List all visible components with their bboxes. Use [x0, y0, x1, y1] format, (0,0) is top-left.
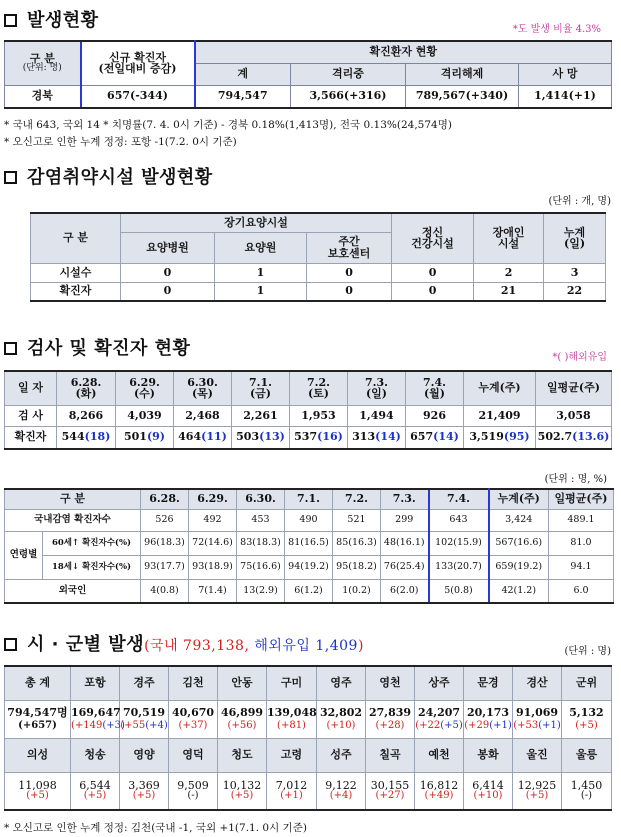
table-cell: 5(0.8)	[429, 579, 489, 603]
table-cell: 544(18)	[57, 426, 116, 449]
table-cell: 6(1.2)	[285, 579, 333, 603]
date-col: 6.28. (화)	[57, 371, 116, 405]
table-cell: 72(14.6)	[189, 531, 237, 555]
district-header: 청송	[71, 738, 120, 772]
district-header: 영양	[120, 738, 169, 772]
table-cell: 0	[121, 282, 215, 301]
nursing-header: 요양원	[215, 232, 307, 263]
isolating-value: 3,566(+316)	[291, 85, 406, 108]
region-ratio-note: *도 발생 비율 4.3%	[512, 24, 601, 35]
table-cell: 133(20.7)	[429, 555, 489, 579]
table-cell: 8,266	[57, 405, 116, 426]
table-cell: 453	[237, 509, 285, 531]
district-header: 김천	[169, 666, 218, 700]
date-col: 6.29.	[189, 489, 237, 509]
table-cell: 3,519(95)	[464, 426, 536, 449]
facilities-gubun-header: 구 분	[31, 213, 121, 263]
facility-confirmed-label: 확진자	[31, 282, 121, 301]
section-title-tests	[4, 334, 190, 360]
table-cell: 1,953	[290, 405, 348, 426]
new-cases-value: 657(-344)	[81, 85, 195, 108]
table-cell: 85(16.3)	[333, 531, 381, 555]
domestic-label: 국내감염 확진자수	[5, 509, 141, 531]
section-title-text: 감염취약시설 발생현황	[27, 167, 213, 188]
checkbox-square-icon	[4, 638, 17, 651]
hospital-header: 요양병원	[121, 232, 215, 263]
table-cell: 1	[215, 263, 307, 282]
table-cell: 567(16.6)	[489, 531, 549, 555]
district-header: 봉화	[464, 738, 513, 772]
table-cell: 299	[381, 509, 429, 531]
date-col: 6.30.	[237, 489, 285, 509]
table-cell: 501(9)	[116, 426, 174, 449]
district-cell: 30,155 (+27)	[366, 772, 415, 810]
longterm-care-header: 장기요양시설	[121, 213, 392, 232]
date-col: 6.29. (수)	[116, 371, 174, 405]
table-cell: 1(0.2)	[333, 579, 381, 603]
table-cell: 21,409	[464, 405, 536, 426]
table-cell: 0	[307, 263, 392, 282]
table-cell: 0	[307, 282, 392, 301]
table-cell: 6(2.0)	[381, 579, 429, 603]
cumulative-week-header: 누계(주)	[489, 489, 549, 509]
table-cell: 22	[544, 282, 606, 301]
table-cell: 21	[474, 282, 544, 301]
table-cell: 3	[544, 263, 606, 282]
table-cell: 2,468	[174, 405, 232, 426]
age-group-label: 연령별	[5, 531, 43, 579]
death-header: 사 망	[519, 63, 612, 85]
table-cell: 94(19.2)	[285, 555, 333, 579]
table-cell: 526	[141, 509, 189, 531]
total-cell: 794,547명 (+657)	[5, 700, 71, 738]
test-label: 검 사	[5, 405, 57, 426]
district-header: 예천	[415, 738, 464, 772]
checkbox-square-icon	[4, 342, 17, 355]
table-cell: 3,424	[489, 509, 549, 531]
district-cell: 9,509 (-)	[169, 772, 218, 810]
district-cell: 169,647 (+149(+3)	[71, 700, 120, 738]
date-col: 6.28.	[141, 489, 189, 509]
table-cell: 2,261	[232, 405, 290, 426]
district-cell: 10,132 (+5)	[218, 772, 267, 810]
facilities-unit: (단위 : 개, 명)	[548, 196, 611, 207]
table-cell: 93(17.7)	[141, 555, 189, 579]
released-value: 789,567(+340)	[406, 85, 519, 108]
section-title-text: 검사 및 확진자 현황	[27, 338, 191, 359]
table-cell: 81(16.5)	[285, 531, 333, 555]
district-header: 문경	[464, 666, 513, 700]
table-cell: 76(25.4)	[381, 555, 429, 579]
total-header: 계	[195, 63, 291, 85]
date-col: 7.3. (일)	[348, 371, 406, 405]
table-cell: 502.7(13.6)	[536, 426, 612, 449]
disabled-header: 장애인 시설	[474, 213, 544, 263]
table-cell: 102(15.9)	[429, 531, 489, 555]
district-cell: 1,450 (-)	[562, 772, 612, 810]
table-cell: 96(18.3)	[141, 531, 189, 555]
status-table	[4, 40, 612, 109]
table-cell: 0	[121, 263, 215, 282]
district-header: 안동	[218, 666, 267, 700]
district-header: 경산	[513, 666, 562, 700]
table-cell: 489.1	[549, 509, 614, 531]
table-cell: 4(0.8)	[141, 579, 189, 603]
district-header: 영천	[366, 666, 415, 700]
detail-gubun-header: 구 분	[5, 489, 141, 509]
table-cell: 503(13)	[232, 426, 290, 449]
table-cell: 75(16.6)	[237, 555, 285, 579]
table-cell: 7(1.4)	[189, 579, 237, 603]
region-label: 경북	[5, 85, 81, 108]
table-cell: 657(14)	[406, 426, 464, 449]
table-cell: 83(18.3)	[237, 531, 285, 555]
foreigner-label: 외국인	[5, 579, 141, 603]
district-cell: 6,414 (+10)	[464, 772, 513, 810]
facilities-table	[30, 212, 606, 302]
table-cell: 659(19.2)	[489, 555, 549, 579]
district-cell: 27,839 (+28)	[366, 700, 415, 738]
district-cell: 20,173 (+29(+1)	[464, 700, 513, 738]
district-header: 영덕	[169, 738, 218, 772]
cumulative-week-header: 누계(주)	[464, 371, 536, 405]
table-cell: 48(16.1)	[381, 531, 429, 555]
district-cell: 24,207 (+22(+5)	[415, 700, 464, 738]
table-cell: 1,494	[348, 405, 406, 426]
district-header: 영주	[317, 666, 366, 700]
daycare-header: 주간 보호센터	[307, 232, 392, 263]
table-cell: 6.0	[549, 579, 614, 603]
table-cell: 95(18.2)	[333, 555, 381, 579]
district-cell: 139,048 (+81)	[267, 700, 317, 738]
released-header: 격리해제	[406, 63, 519, 85]
total-value: 794,547	[195, 85, 291, 108]
table-cell: 3,058	[536, 405, 612, 426]
district-cell: 3,369 (+5)	[120, 772, 169, 810]
section-title-text: 발생현황	[27, 10, 99, 31]
checkbox-square-icon	[4, 14, 17, 27]
district-header: 칠곡	[366, 738, 415, 772]
gubun-header: 구 분 (단위: 명)	[5, 41, 81, 85]
table-cell: 4,039	[116, 405, 174, 426]
date-col: 7.1. (금)	[232, 371, 290, 405]
district-header: 의성	[5, 738, 71, 772]
total-header: 총 계	[5, 666, 71, 700]
table-cell: 2	[474, 263, 544, 282]
correction-note: * 오신고로 인한 누계 정정: 포항 -1(7.2. 0시 기준)	[4, 136, 237, 148]
tests-table	[4, 370, 612, 450]
date-col: 7.3.	[381, 489, 429, 509]
foreign-note: *( )해외유입	[552, 352, 607, 363]
district-cell: 46,899 (+56)	[218, 700, 267, 738]
region-unit: (단위 : 명)	[564, 646, 611, 657]
region-table	[4, 665, 612, 811]
date-header: 일 자	[5, 371, 57, 405]
district-cell: 6,544 (+5)	[71, 772, 120, 810]
table-cell: 492	[189, 509, 237, 531]
isolating-header: 격리중	[291, 63, 406, 85]
district-cell: 11,098 (+5)	[5, 772, 71, 810]
death-value: 1,414(+1)	[519, 85, 612, 108]
district-cell: 91,069 (+53(+1)	[513, 700, 562, 738]
district-header: 울릉	[562, 738, 612, 772]
cumulative-header: 누계 (일)	[544, 213, 606, 263]
date-col-highlight: 7.4.	[429, 489, 489, 509]
district-header: 구미	[267, 666, 317, 700]
district-cell: 16,812 (+49)	[415, 772, 464, 810]
table-cell: 94.1	[549, 555, 614, 579]
region-subtitle: (국내 793,138, 해외유입 1,409)	[144, 638, 364, 654]
district-cell: 7,012 (+1)	[267, 772, 317, 810]
table-cell: 0	[392, 263, 474, 282]
status-notes	[4, 117, 452, 151]
section-title-facilities	[4, 163, 213, 189]
district-header: 포항	[71, 666, 120, 700]
district-header: 울진	[513, 738, 562, 772]
date-col: 6.30. (목)	[174, 371, 232, 405]
mental-health-header: 정신 건강시설	[392, 213, 474, 263]
district-cell: 40,670 (+37)	[169, 700, 218, 738]
table-cell: 1	[215, 282, 307, 301]
date-col: 7.2.	[333, 489, 381, 509]
date-col: 7.2. (토)	[290, 371, 348, 405]
confirmed-label: 확진자	[5, 426, 57, 449]
section-title-status	[4, 6, 99, 32]
table-cell: 93(18.9)	[189, 555, 237, 579]
district-header: 상주	[415, 666, 464, 700]
district-header: 경주	[120, 666, 169, 700]
table-cell: 81.0	[549, 531, 614, 555]
region-footnote: * 오신고로 인한 누계 정정: 김천(국내 -1, 국외 +1(7.1. 0시 기준)	[4, 822, 307, 834]
district-cell: 32,802 (+10)	[317, 700, 366, 738]
table-cell: 13(2.9)	[237, 579, 285, 603]
date-col: 7.1.	[285, 489, 333, 509]
daily-average-header: 일평균(주)	[549, 489, 614, 509]
district-cell: 70,519 (+55(+4)	[120, 700, 169, 738]
district-cell: 9,122 (+4)	[317, 772, 366, 810]
district-header: 성주	[317, 738, 366, 772]
checkbox-square-icon	[4, 171, 17, 184]
age60-label: 60세↑ 확진자수(%)	[43, 531, 141, 555]
daily-average-header: 일평균(주)	[536, 371, 612, 405]
fatality-note: * 국내 643, 국외 14 * 치명률(7. 4. 0시 기준) - 경북 0.18%(1,413명), 전국 0.13%(24,574명)	[4, 119, 452, 131]
district-header: 고령	[267, 738, 317, 772]
table-cell: 643	[429, 509, 489, 531]
table-cell: 464(11)	[174, 426, 232, 449]
table-cell: 490	[285, 509, 333, 531]
section-title-region	[4, 630, 364, 656]
section-title-text: 시 · 군별 발생	[27, 634, 145, 655]
district-cell: 5,132 (+5)	[562, 700, 612, 738]
table-cell: 521	[333, 509, 381, 531]
table-cell: 0	[392, 282, 474, 301]
district-header: 청도	[218, 738, 267, 772]
date-col: 7.4. (월)	[406, 371, 464, 405]
age18-label: 18세↓ 확진자수(%)	[43, 555, 141, 579]
facility-count-label: 시설수	[31, 263, 121, 282]
district-header: 군위	[562, 666, 612, 700]
district-cell: 12,925 (+5)	[513, 772, 562, 810]
new-cases-header: 신규 확진자 (전일대비 증감)	[81, 41, 195, 85]
age-table	[4, 488, 614, 604]
table-cell: 926	[406, 405, 464, 426]
detail-unit: (단위 : 명, %)	[544, 474, 607, 485]
confirmed-status-header: 확진환자 현황	[195, 41, 612, 63]
table-cell: 42(1.2)	[489, 579, 549, 603]
table-cell: 537(16)	[290, 426, 348, 449]
table-cell: 313(14)	[348, 426, 406, 449]
